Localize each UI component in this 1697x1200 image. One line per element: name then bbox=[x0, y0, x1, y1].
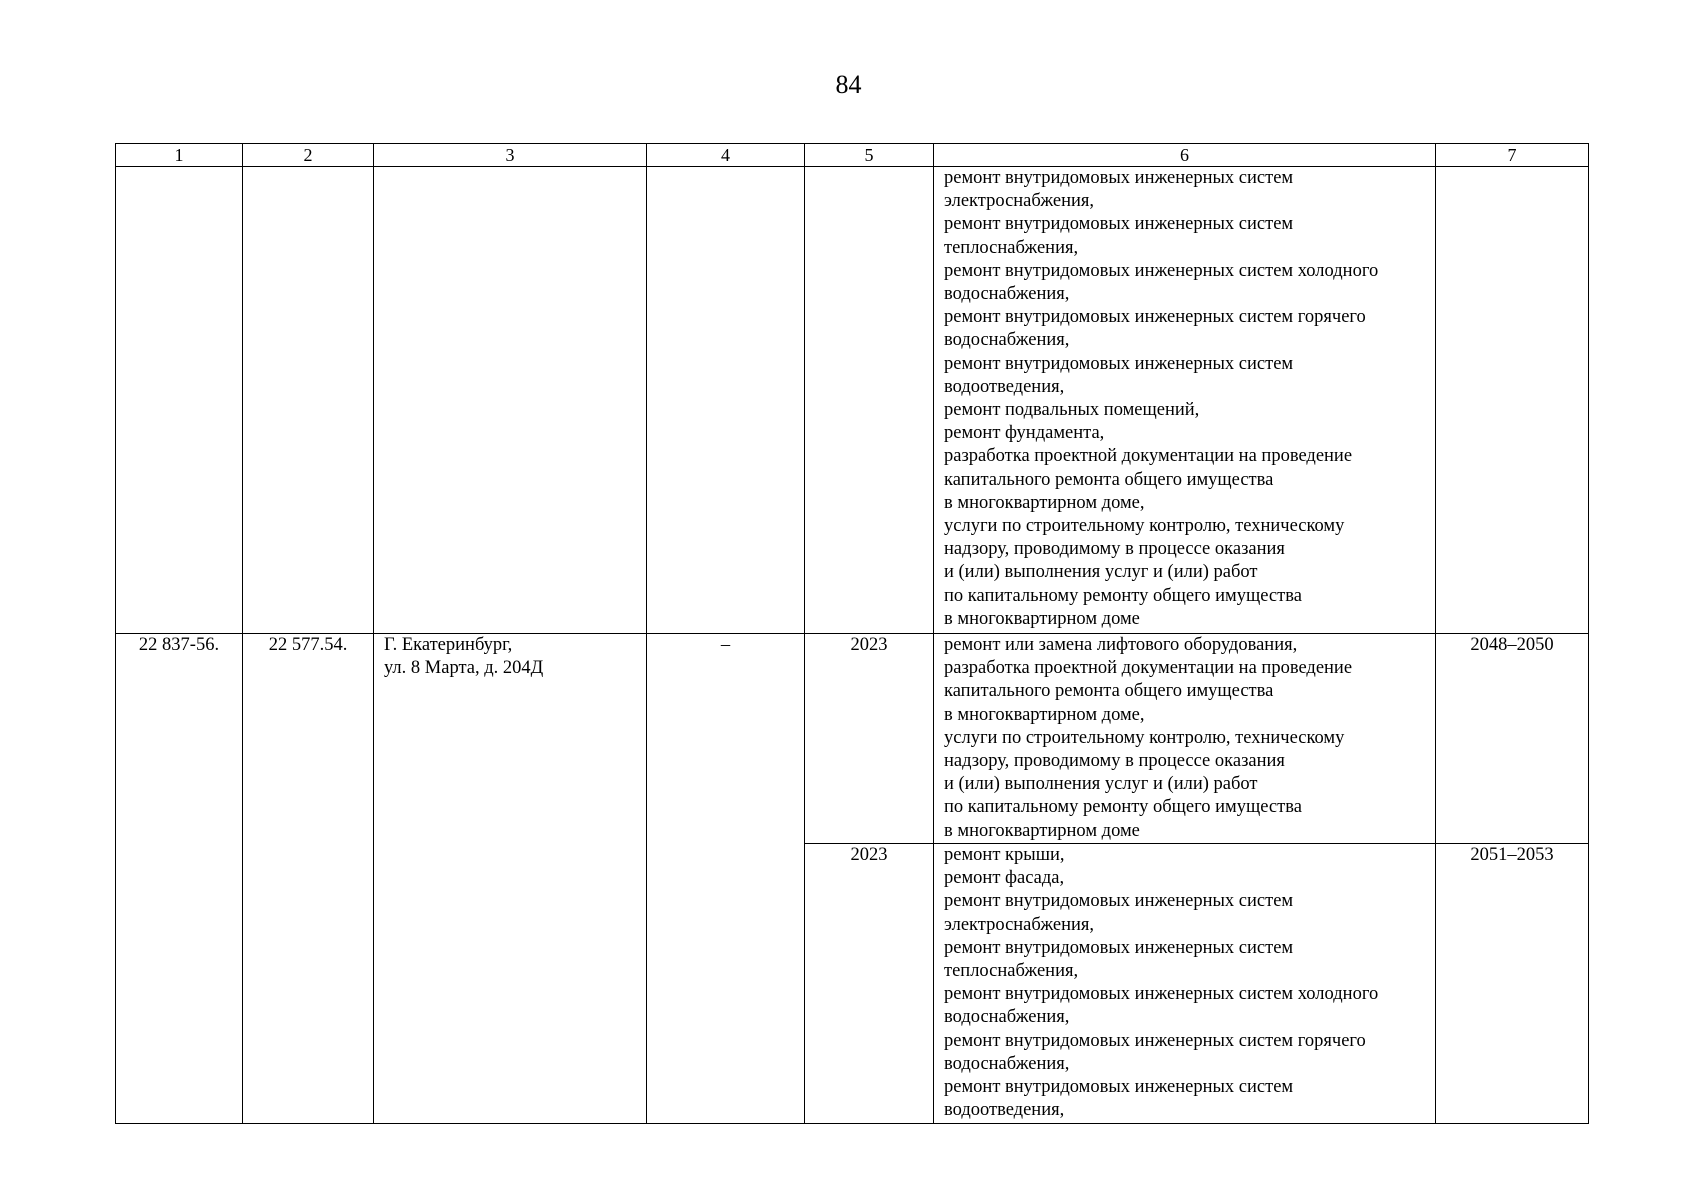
continuation-cell-3 bbox=[374, 167, 647, 634]
subrow-2-year: 2023 bbox=[805, 844, 934, 1124]
column-number-row bbox=[116, 144, 1589, 167]
text-line: Г. Екатеринбург, bbox=[384, 635, 513, 655]
text-line: в многоквартирном доме bbox=[944, 820, 1140, 841]
subrow-1-numbers: 2048–2050 bbox=[1436, 634, 1589, 844]
subrow-1-year: 2023 bbox=[805, 634, 934, 844]
text-line: услуги по строительному контролю, техническому bbox=[944, 516, 1345, 537]
text-line: водоснабжения, bbox=[944, 1007, 1070, 1028]
column-header-5: 5 bbox=[805, 144, 934, 167]
text-line: ремонт или замена лифтового оборудования, bbox=[944, 635, 1298, 655]
column-header-2: 2 bbox=[243, 144, 374, 167]
column-header-4: 4 bbox=[647, 144, 805, 167]
continuation-row bbox=[116, 167, 1589, 634]
text-line: ремонт внутридомовых инженерных систем bbox=[944, 353, 1294, 374]
text-line: по капитальному ремонту общего имущества bbox=[944, 585, 1302, 606]
column-header-1: 1 bbox=[116, 144, 243, 167]
text-line: по капитальному ремонту общего имущества bbox=[944, 797, 1302, 818]
subrow-2-works bbox=[934, 844, 1436, 1124]
text-line: водоснабжения, bbox=[944, 1053, 1070, 1074]
text-line: в многоквартирном доме, bbox=[944, 704, 1145, 725]
text-line: капитального ремонта общего имущества bbox=[944, 469, 1274, 490]
text-line: и (или) выполнения услуг и (или) работ bbox=[944, 774, 1258, 795]
page-number: 84 bbox=[835, 70, 862, 99]
text-line: надзору, проводимому в процессе оказания bbox=[944, 539, 1285, 560]
text-line: ремонт внутридомовых инженерных систем bbox=[944, 214, 1294, 235]
continuation-cell-1 bbox=[116, 167, 243, 634]
text-line: ремонт внутридомовых инженерных систем холодного bbox=[944, 260, 1379, 281]
text-line: водоотведения, bbox=[944, 1100, 1065, 1121]
text-line: услуги по строительному контролю, техническому bbox=[944, 727, 1345, 748]
text-line: ремонт внутридомовых инженерных систем горячего bbox=[944, 1030, 1366, 1051]
text-line: теплоснабжения, bbox=[944, 237, 1079, 258]
record-row bbox=[116, 634, 1589, 844]
record-col1-value: 22 837-56. bbox=[116, 634, 243, 1124]
text-line: ремонт подвальных помещений, bbox=[944, 400, 1200, 421]
text-line: и (или) выполнения услуг и (или) работ bbox=[944, 562, 1258, 583]
text-line: разработка проектной документации на проведение bbox=[944, 658, 1353, 679]
text-line: электроснабжения, bbox=[944, 191, 1095, 212]
column-header-6: 6 bbox=[934, 144, 1436, 167]
text-line: ремонт внутридомовых инженерных систем холодного bbox=[944, 984, 1379, 1005]
text-line: электроснабжения, bbox=[944, 914, 1095, 935]
text-line: ул. 8 Марта, д. 204Д bbox=[384, 658, 544, 679]
text-line: разработка проектной документации на проведение bbox=[944, 446, 1353, 467]
text-line: водоснабжения, bbox=[944, 284, 1070, 305]
subrow-2-numbers: 2051–2053 bbox=[1436, 844, 1589, 1124]
continuation-works-cell bbox=[934, 167, 1436, 634]
continuation-cell-5 bbox=[805, 167, 934, 634]
text-line: водоснабжения, bbox=[944, 330, 1070, 351]
text-line: ремонт внутридомовых инженерных систем bbox=[944, 168, 1294, 188]
record-col4-value: – bbox=[647, 634, 805, 1124]
text-line: ремонт фасада, bbox=[944, 868, 1065, 889]
text-line: в многоквартирном доме, bbox=[944, 492, 1145, 513]
continuation-cell-4 bbox=[647, 167, 805, 634]
text-line: ремонт крыши, bbox=[944, 845, 1065, 865]
text-line: в многоквартирном доме bbox=[944, 608, 1140, 629]
column-header-7: 7 bbox=[1436, 144, 1589, 167]
subrow-1-works bbox=[934, 634, 1436, 844]
continuation-cell-7 bbox=[1436, 167, 1589, 634]
text-line: ремонт внутридомовых инженерных систем bbox=[944, 937, 1294, 958]
text-line: ремонт внутридомовых инженерных систем горячего bbox=[944, 307, 1366, 328]
text-line: ремонт внутридомовых инженерных систем bbox=[944, 1077, 1294, 1098]
work-schedule-table bbox=[115, 143, 1589, 1124]
text-line: теплоснабжения, bbox=[944, 961, 1079, 982]
continuation-cell-2 bbox=[243, 167, 374, 634]
column-header-3: 3 bbox=[374, 144, 647, 167]
text-line: надзору, проводимому в процессе оказания bbox=[944, 751, 1285, 772]
record-col2-value: 22 577.54. bbox=[243, 634, 374, 1124]
text-line: ремонт внутридомовых инженерных систем bbox=[944, 891, 1294, 912]
text-line: ремонт фундамента, bbox=[944, 423, 1105, 444]
record-address bbox=[374, 634, 647, 1124]
text-line: капитального ремонта общего имущества bbox=[944, 681, 1274, 702]
text-line: водоотведения, bbox=[944, 376, 1065, 397]
